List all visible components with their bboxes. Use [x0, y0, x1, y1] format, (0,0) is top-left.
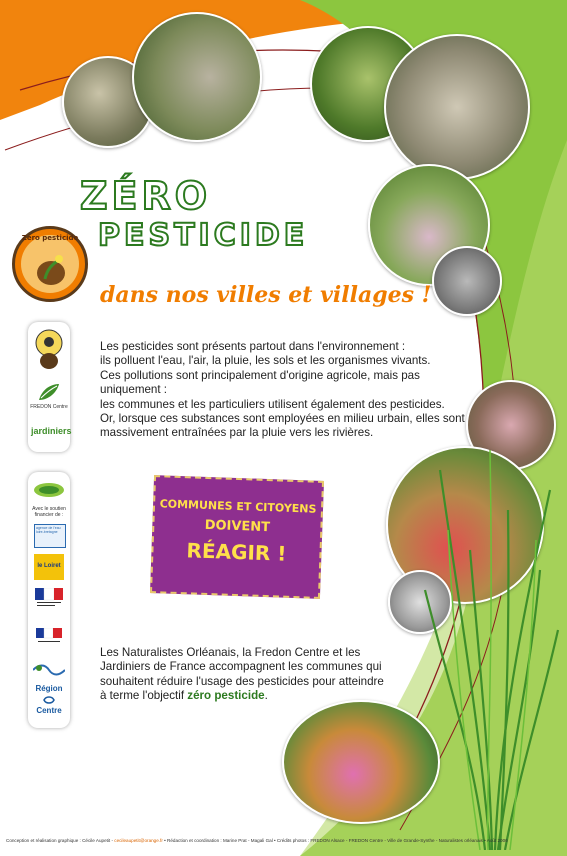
fredon-logo-icon: [37, 382, 61, 402]
title-line2: PESTICIDE: [98, 218, 309, 253]
badge-text: Zéro pesticide: [21, 234, 79, 242]
zero-pesticide-highlight: zéro pesticide: [187, 689, 265, 703]
credits-footer: [6, 838, 508, 843]
region-centre-icon: [43, 695, 55, 705]
footer-part2: • Rédaction et coordination : Marine Prat - Magali Gal • Crédits photos : FREDON Alsace - FREDON Centre - Ville de Grande-Synthe - Naturalistes orléanais • Août 2006: [162, 838, 508, 843]
dandelion-icon: [31, 249, 71, 289]
call-line2: DOIVENT: [204, 517, 271, 536]
closing-line-4-post: .: [264, 689, 268, 703]
ministry-logo-icon: [36, 628, 62, 646]
closing-line-2: Jardiniers de France accompagnent les communes qui: [100, 660, 382, 674]
closing-line-4: [100, 689, 400, 703]
photo-village-street: [384, 34, 530, 180]
photo-stone-wall: [132, 12, 262, 142]
funder-logos: [28, 472, 70, 728]
region-line1: Région: [35, 684, 63, 693]
zero-pesticide-badge: [12, 226, 88, 302]
intro-line-3: Ces pollutions sont principalement d'origine agricole, mais pas uniquement :: [100, 368, 420, 397]
photo-park-flowers: [282, 700, 440, 824]
loiret-label: le Loiret: [37, 563, 61, 569]
closing-line-1: Les Naturalistes Orléanais, la Fredon Centre et les: [100, 646, 361, 659]
intro-line-2: ils polluent l'eau, l'air, la pluie, les sols et les organismes vivants.: [100, 354, 431, 368]
slogan: dans nos villes et villages !: [100, 282, 432, 308]
loiret-logo: [34, 554, 64, 580]
footer-part1: Conception et réalisation graphique : Cécile Aupetit -: [6, 838, 115, 843]
call-to-action-box: [150, 475, 324, 599]
intro-line-4: les communes et les particuliers utilisent également des pesticides.: [100, 397, 445, 411]
agence-eau-logo: [34, 524, 66, 548]
closing-line-4-pre: à terme l'objectif: [100, 689, 188, 703]
jardiniers-label: jardiniers: [31, 426, 72, 436]
title-line1: ZÉRO: [80, 174, 212, 218]
water-logo-icon: [33, 662, 65, 676]
intro-line-6: massivement entraînées par la pluie vers les rivières.: [100, 426, 374, 440]
grenouille-logo-icon: [33, 480, 65, 498]
fredon-label: FREDON Centre: [30, 404, 68, 410]
call-line1: COMMUNES ET CITOYENS: [159, 497, 317, 516]
photo-bicycle: [432, 246, 502, 316]
footer-email-link[interactable]: cecileaupetit@orange.fr: [114, 838, 163, 843]
partner-logos-top: [28, 322, 70, 452]
agence-eau-label: agence de l'eau loire-bretagne: [36, 526, 61, 534]
naturalistes-logo-icon: [34, 328, 64, 372]
marianne-logo-icon: [35, 588, 63, 608]
call-line3: RÉAGIR !: [186, 538, 287, 566]
region-line2: Centre: [36, 706, 62, 715]
intro-paragraph: [100, 340, 480, 441]
grass-illustration: [420, 430, 560, 850]
closing-paragraph: [100, 646, 400, 704]
closing-line-3: souhaitent réduire l'usage des pesticides pour atteindre: [100, 674, 384, 688]
intro-line-5: Or, lorsque ces substances sont employées en milieu urbain, elles sont: [100, 412, 465, 426]
support-label: Avec le soutien financier de :: [32, 506, 66, 518]
intro-line-1: Les pesticides sont présents partout dans l'environnement :: [100, 340, 406, 353]
